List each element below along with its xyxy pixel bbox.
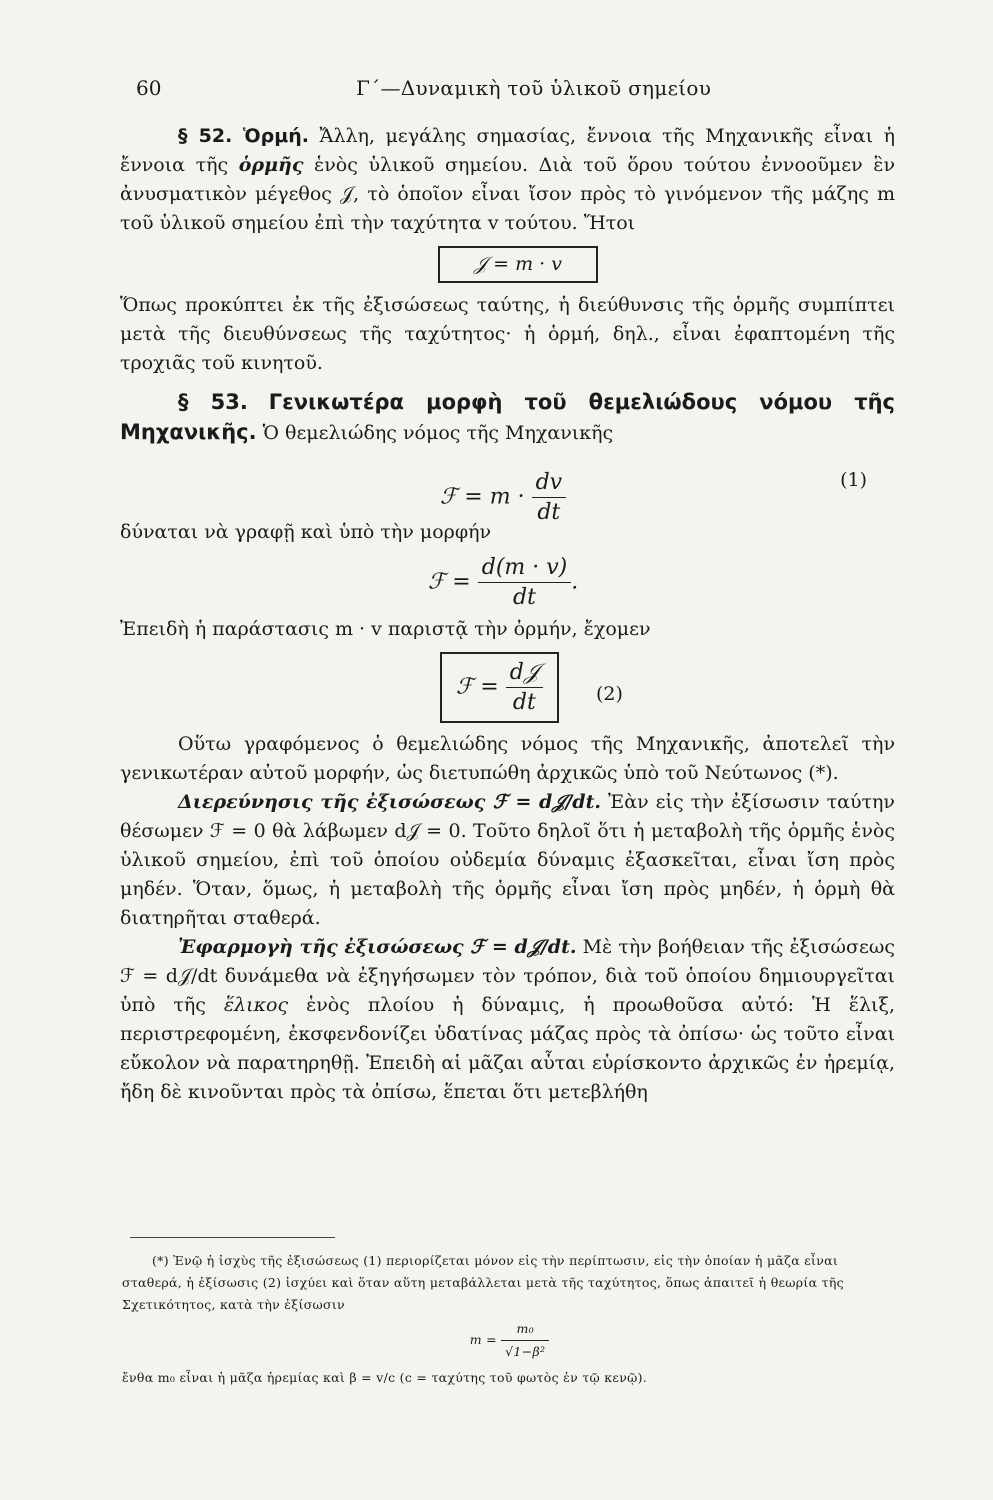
section-52-number: § 52. — [178, 125, 233, 147]
page-number: 60 — [136, 76, 162, 100]
section-53-mid-1: δύναται νὰ γραφῇ καὶ ὑπὸ τὴν μορφήν — [120, 521, 492, 543]
equation-3-tag: (2) — [596, 683, 623, 705]
section-53-intro: Ὁ θεμελιώδης νόμος τῆς Μηχανικῆς — [262, 422, 614, 444]
equation-3-body — [440, 652, 559, 723]
footnote — [122, 1250, 897, 1389]
equation-2 — [120, 547, 895, 615]
footnote-formula — [122, 1318, 897, 1363]
equation-3 — [120, 644, 895, 730]
equation-1 — [120, 448, 895, 525]
application-text-2: ἑνὸς πλοίου ἡ δύναμις, ἡ προωθοῦσα αὐτό: Ἡ ἕλιξ, περιστρεφομένη, ἐκσφενδονίζει ὑδατίνας μάζας πρὸς τὰ ὀπίσω· ὡς τοῦτο εἶναι εὔκολον νὰ παρατηρηθῇ. Ἐπειδὴ αἱ μᾶζαι αὗται εὑρίσκοντο ἀρχικῶς ἐν ἠρεμίᾳ, ἤδη δὲ κινοῦνται πρὸς τὰ ὀπίσω, ἕπεται ὅτι μετεβλήθη — [120, 994, 895, 1103]
footnote-formula-lhs: m = — [469, 1332, 497, 1347]
equation-1-lhs: ℱ = m · — [440, 484, 525, 510]
discussion-text: Ἐὰν εἰς τὴν ἐξίσωσιν ταύτην θέσωμεν ℱ = 0 θὰ λάβωμεν d𝒥 = 0. Τοῦτο δηλοῖ ὅτι ἡ μεταβολὴ τῆς ὁρμῆς ἑνὸς ὑλικοῦ σημείου, ἐπὶ τοῦ ὁποίου οὐδεμία δύναμις ἐξασκεῖται, εἶναι ἴση πρὸς μηδέν. Ὅταν, ὅμως, ἡ μεταβολὴ τῆς ὁρμῆς εἶναι ἴση πρὸς μηδέν, ἡ ὁρμὴ θὰ διατηρῆται σταθερά. — [120, 791, 895, 929]
footnote-formula-numerator: m₀ — [501, 1318, 549, 1341]
section-52-paragraph — [120, 122, 895, 238]
running-header — [136, 76, 896, 106]
equation-1-tag: (1) — [840, 469, 867, 491]
section-52-text-2: ἑνὸς ὑλικοῦ σημείου. Διὰ τοῦ ὅρου τούτου ἐννοοῦμεν ἓν ἀνυσματικὸν μέγεθος 𝒥, τὸ ὁποῖον εἶναι ἴσον πρὸς τὸ γινόμενον τῆς μάζης m τοῦ ὑλικοῦ σημείου ἐπὶ τὴν ταχύτητα v τούτου. Ἤτοι — [120, 154, 896, 234]
equation-3-numerator: d𝒥 — [506, 658, 543, 688]
equation-2-period: . — [571, 569, 579, 595]
equation-1-body — [440, 468, 566, 527]
equation-2-lhs: ℱ = — [428, 569, 471, 595]
equation-3-denominator: dt — [512, 690, 536, 715]
term-propeller: ἕλικος — [223, 994, 289, 1016]
equation-1-denominator: dt — [537, 500, 561, 525]
equation-1-fraction — [532, 468, 567, 527]
footnote-text-2: ἔνθα m₀ εἶναι ἡ μᾶζα ἠρεμίας καὶ β = v/c (c = ταχύτης τοῦ φωτὸς ἐν τῷ κενῷ). — [122, 1370, 648, 1385]
section-53-heading: Γενικωτέρα μορφὴ τοῦ θεμελιώδους νόμου τῆς Μηχανικῆς. — [120, 390, 895, 444]
application-text-1: Μὲ τὴν βοήθειαν τῆς ἐξισώσεως ℱ = d𝒥/dt δυνάμεθα νὰ ἐξηγήσωμεν τὸν τρόπον, διὰ τοῦ ὁποίου δημιουργεῖται ὑπὸ τῆς — [120, 936, 895, 1016]
equation-3-fraction — [506, 658, 543, 717]
discussion-paragraph — [120, 788, 895, 933]
section-52-text-1: Ἄλλη, μεγάλης σημασίας, ἔννοια τῆς Μηχανικῆς εἶναι ἡ ἔννοια τῆς — [120, 125, 896, 176]
equation-2-body — [428, 553, 578, 612]
section-53-mid-2: Ἐπειδὴ ἡ παράστασις m · v παριστᾷ τὴν ὁρμήν, ἔχομεν — [120, 618, 651, 640]
discussion-heading: Διερεύνησις τῆς ἐξισώσεως ℱ = d𝒥/dt. — [178, 791, 601, 813]
application-heading: Ἐφαρμογὴ τῆς ἐξισώσεως ℱ = d𝒥/dt. — [178, 936, 577, 958]
section-53-newton: Οὕτω γραφόμενος ὁ θεμελιώδης νόμος τῆς Μηχανικῆς, ἀποτελεῖ τὴν γενικωτέραν αὐτοῦ μορφήν, ὡς διετυπώθη ἀρχικῶς ὑπὸ τοῦ Νεύτωνος (*). — [120, 733, 895, 784]
equation-2-numerator: d(m · v) — [478, 553, 572, 583]
section-53-number: § 53. — [178, 390, 248, 414]
equation-1-numerator: dv — [532, 468, 567, 498]
page-body — [120, 122, 895, 1107]
footnote-formula-fraction — [501, 1318, 549, 1363]
footnote-formula-denominator: √1−β² — [505, 1344, 546, 1359]
running-title: Γ΄—Δυναμικὴ τοῦ ὑλικοῦ σημείου — [356, 76, 712, 100]
section-52-text-3: Ὅπως προκύπτει ἐκ τῆς ἐξισώσεως ταύτης, ἡ διεύθυνσις τῆς ὁρμῆς συμπίπτει μετὰ τῆς διευθύνσεως τῆς ταχύτητος· ἡ ὁρμή, δηλ., εἶναι ἐφαπτομένη τῆς τροχιᾶς τοῦ κινητοῦ. — [120, 294, 895, 374]
term-momentum: ὁρμῆς — [238, 154, 304, 176]
equation-2-fraction — [478, 553, 572, 612]
application-paragraph — [120, 933, 895, 1107]
section-52-heading: Ὁρμή. — [242, 125, 309, 147]
section-53-paragraph — [120, 388, 895, 448]
equation-2-denominator: dt — [513, 585, 536, 610]
momentum-formula: 𝒥 = m · v — [438, 246, 598, 283]
equation-3-lhs: ℱ = — [456, 674, 499, 700]
footnote-text-1: (*) Ἐνῷ ἡ ἰσχὺς τῆς ἐξισώσεως (1) περιορίζεται μόνον εἰς τὴν περίπτωσιν, εἰς τὴν ὁποίαν ἡ μᾶζα εἶναι σταθερά, ἡ ἐξίσωσις (2) ἰσχύει καὶ ὅταν αὕτη μεταβάλλεται μετὰ τῆς ταχύτητος, ὅπως ἀπαιτεῖ ἡ θεωρία τῆς Σχετικότητος, κατὰ τὴν ἐξίσωσιν — [122, 1253, 844, 1312]
footnote-rule — [130, 1237, 335, 1238]
